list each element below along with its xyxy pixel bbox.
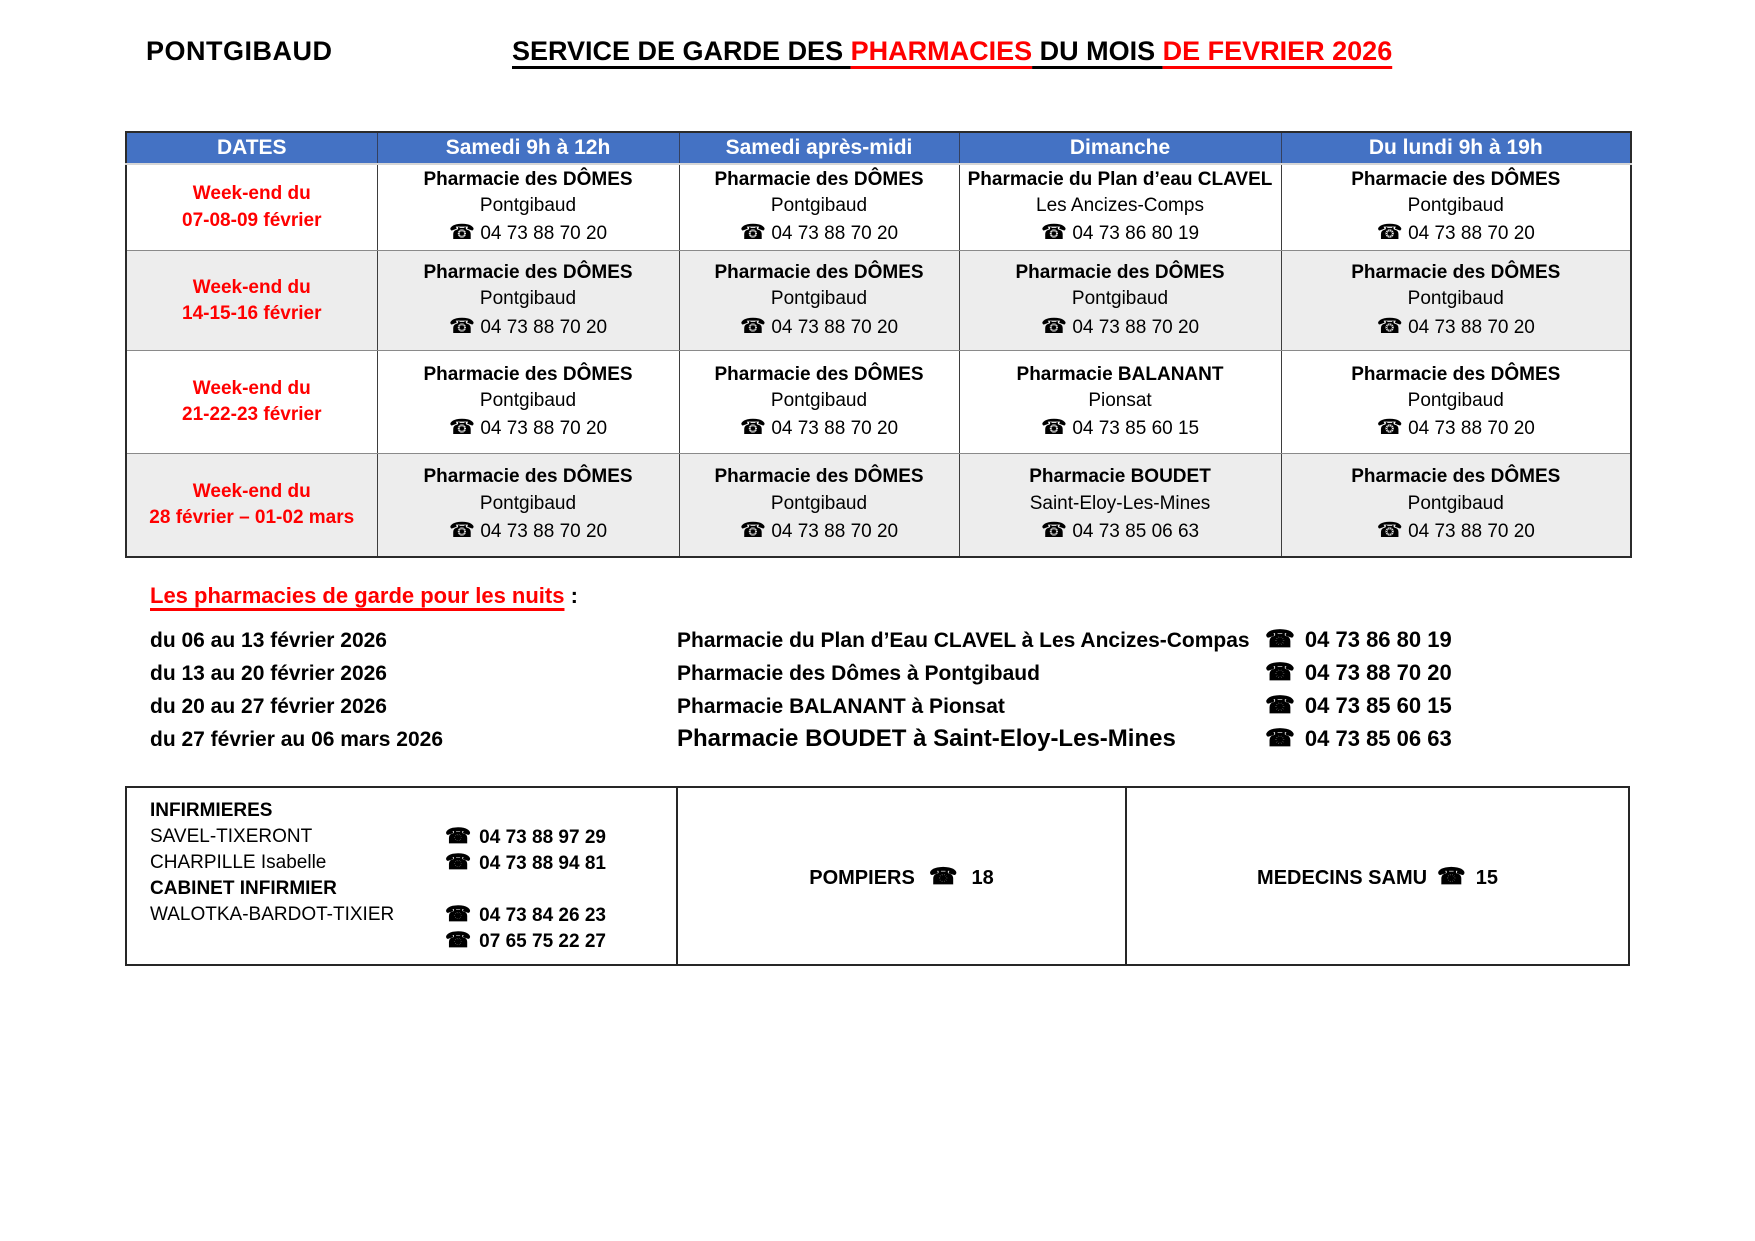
- cabinet-title: CABINET INFIRMIER: [150, 878, 337, 899]
- phone-icon: ☎: [739, 416, 767, 440]
- table-row: [126, 454, 1631, 557]
- night-duty-row: [150, 625, 1550, 658]
- title-segment: SERVICE DE GARDE DES: [512, 36, 851, 66]
- pharmacy-cell: Pharmacie BALANANT Pionsat ☎ 04 73 85 60 15: [959, 351, 1281, 454]
- location-title: PONTGIBAUD: [146, 36, 333, 66]
- table-row: [126, 351, 1631, 454]
- night-phone: 04 73 85 06 63: [1304, 726, 1452, 751]
- nurse-name: CHARPILLE Isabelle: [150, 852, 327, 873]
- phone-icon: ☎: [445, 929, 472, 952]
- title-segment: DU MOIS: [1032, 36, 1163, 66]
- samu-label: MEDECINS SAMU: [1257, 866, 1428, 889]
- pharmacy-cell: Pharmacie des DÔMES Pontgibaud ☎ 04 73 88 70 20: [679, 164, 959, 251]
- column-header-samedi-matin: Samedi 9h à 12h: [377, 132, 679, 164]
- phone-icon: ☎: [739, 518, 767, 542]
- emergency-contacts-box: [125, 786, 1630, 966]
- night-period: du 13 au 20 février 2026: [150, 662, 387, 685]
- pharmacy-cell: Pharmacie des DÔMES Pontgibaud ☎ 04 73 88 70 20: [1281, 251, 1631, 351]
- phone-icon: ☎: [1376, 518, 1403, 542]
- title-segment-red: PHARMACIES: [850, 36, 1033, 66]
- nurses-cell: [127, 788, 678, 964]
- nurse-name: [150, 928, 445, 954]
- pharmacy-cell: Pharmacie des DÔMES Pontgibaud ☎ 04 73 88 70 20: [1281, 454, 1631, 557]
- phone-icon: ☎: [739, 314, 767, 338]
- phone-icon: ☎: [1437, 862, 1466, 889]
- nurse-row: [150, 928, 676, 954]
- phone-icon: ☎: [448, 314, 476, 338]
- nurse-phone: 04 73 88 97 29: [479, 827, 606, 848]
- samu-cell: [1127, 788, 1628, 964]
- night-pharmacy: Pharmacie BOUDET à Saint-Eloy-Les-Mines: [677, 725, 1176, 752]
- samu-number: 15: [1475, 866, 1498, 889]
- night-period: du 06 au 13 février 2026: [150, 629, 387, 652]
- night-period: du 27 février au 06 mars 2026: [150, 728, 444, 751]
- nurse-row: [150, 902, 676, 928]
- pharmacy-cell: Pharmacie des DÔMES Pontgibaud ☎ 04 73 88 70 20: [959, 251, 1281, 351]
- night-duty-section: [150, 583, 1550, 757]
- column-header-dates: DATES: [126, 132, 377, 164]
- night-phone: 04 73 88 70 20: [1304, 660, 1452, 685]
- phone-icon: ☎: [1265, 626, 1295, 653]
- column-header-lundi: Du lundi 9h à 19h: [1281, 132, 1631, 164]
- pharmacy-cell: Pharmacie des DÔMES Pontgibaud ☎ 04 73 88 70 20: [679, 351, 959, 454]
- nurse-row: [150, 824, 676, 850]
- phone-icon: ☎: [1040, 518, 1068, 542]
- night-duty-row: [150, 658, 1550, 691]
- phone-icon: ☎: [1040, 221, 1068, 245]
- pharmacy-cell: Pharmacie BOUDET Saint-Eloy-Les-Mines ☎ 04 73 85 06 63: [959, 454, 1281, 557]
- nurse-phone: 07 65 75 22 27: [479, 931, 606, 952]
- night-period: du 20 au 27 février 2026: [150, 695, 387, 718]
- pharmacy-cell: Pharmacie des DÔMES Pontgibaud ☎ 04 73 88 70 20: [377, 164, 679, 251]
- phone-icon: ☎: [1265, 725, 1295, 752]
- night-phone: 04 73 86 80 19: [1304, 627, 1452, 652]
- phone-icon: ☎: [448, 416, 476, 440]
- phone-icon: ☎: [1376, 416, 1403, 440]
- nurse-phone: 04 73 88 94 81: [479, 853, 606, 874]
- column-header-dimanche: Dimanche: [959, 132, 1281, 164]
- nurses-title: INFIRMIERES: [150, 800, 273, 821]
- phone-icon: ☎: [1040, 416, 1068, 440]
- phone-icon: ☎: [1376, 221, 1403, 245]
- pompiers-number: 18: [971, 866, 994, 889]
- pharmacy-cell: Pharmacie des DÔMES Pontgibaud ☎ 04 73 88 70 20: [377, 351, 679, 454]
- title-segment-red: DE FEVRIER 2026: [1162, 36, 1393, 66]
- phone-icon: ☎: [1265, 692, 1295, 719]
- phone-icon: ☎: [448, 221, 476, 245]
- date-cell: Week-end du 28 février – 01-02 mars: [126, 454, 377, 557]
- phone-icon: ☎: [739, 221, 767, 245]
- page-title: [512, 36, 1392, 67]
- night-duty-list: [150, 625, 1550, 757]
- nurse-row: [150, 850, 676, 876]
- nurse-name: SAVEL-TIXERONT: [150, 826, 313, 847]
- phone-icon: ☎: [1040, 314, 1068, 338]
- pharmacy-cell: Pharmacie des DÔMES Pontgibaud ☎ 04 73 88 70 20: [377, 251, 679, 351]
- table-header-row: [126, 132, 1631, 164]
- night-pharmacy: Pharmacie du Plan d’Eau CLAVEL à Les Ancizes-Compas: [677, 629, 1250, 652]
- night-duty-row: [150, 691, 1550, 724]
- pompiers-cell: [678, 788, 1127, 964]
- pharmacy-cell: Pharmacie des DÔMES Pontgibaud ☎ 04 73 88 70 20: [679, 251, 959, 351]
- phone-icon: ☎: [445, 825, 472, 848]
- pharmacy-cell: Pharmacie des DÔMES Pontgibaud ☎ 04 73 88 70 20: [679, 454, 959, 557]
- column-header-samedi-apres-midi: Samedi après-midi: [679, 132, 959, 164]
- pharmacy-duty-table: [125, 131, 1632, 558]
- nurse-name: WALOTKA-BARDOT-TIXIER: [150, 904, 395, 925]
- night-phone: 04 73 85 60 15: [1304, 693, 1452, 718]
- pompiers-label: POMPIERS: [809, 866, 915, 889]
- night-duty-heading: Les pharmacies de garde pour les nuits :: [150, 583, 578, 608]
- phone-icon: ☎: [928, 862, 958, 889]
- pharmacy-cell: Pharmacie des DÔMES Pontgibaud ☎ 04 73 88 70 20: [377, 454, 679, 557]
- date-cell: Week-end du 21-22-23 février: [126, 351, 377, 454]
- phone-icon: ☎: [448, 518, 476, 542]
- pharmacy-cell: Pharmacie des DÔMES Pontgibaud ☎ 04 73 88 70 20: [1281, 164, 1631, 251]
- phone-icon: ☎: [1265, 659, 1295, 686]
- phone-icon: ☎: [445, 851, 472, 874]
- pharmacy-cell: Pharmacie du Plan d’eau CLAVEL Les Ancizes-Comps ☎ 04 73 86 80 19: [959, 164, 1281, 251]
- date-cell: Week-end du 14-15-16 février: [126, 251, 377, 351]
- pharmacy-cell: Pharmacie des DÔMES Pontgibaud ☎ 04 73 88 70 20: [1281, 351, 1631, 454]
- night-duty-row: [150, 724, 1550, 757]
- nurse-phone: 04 73 84 26 23: [479, 905, 606, 926]
- phone-icon: ☎: [445, 903, 472, 926]
- date-cell: Week-end du 07-08-09 février: [126, 164, 377, 251]
- table-row: [126, 164, 1631, 251]
- table-row: [126, 251, 1631, 351]
- night-pharmacy: Pharmacie BALANANT à Pionsat: [677, 695, 1005, 718]
- night-pharmacy: Pharmacie des Dômes à Pontgibaud: [677, 662, 1040, 685]
- phone-icon: ☎: [1376, 314, 1403, 338]
